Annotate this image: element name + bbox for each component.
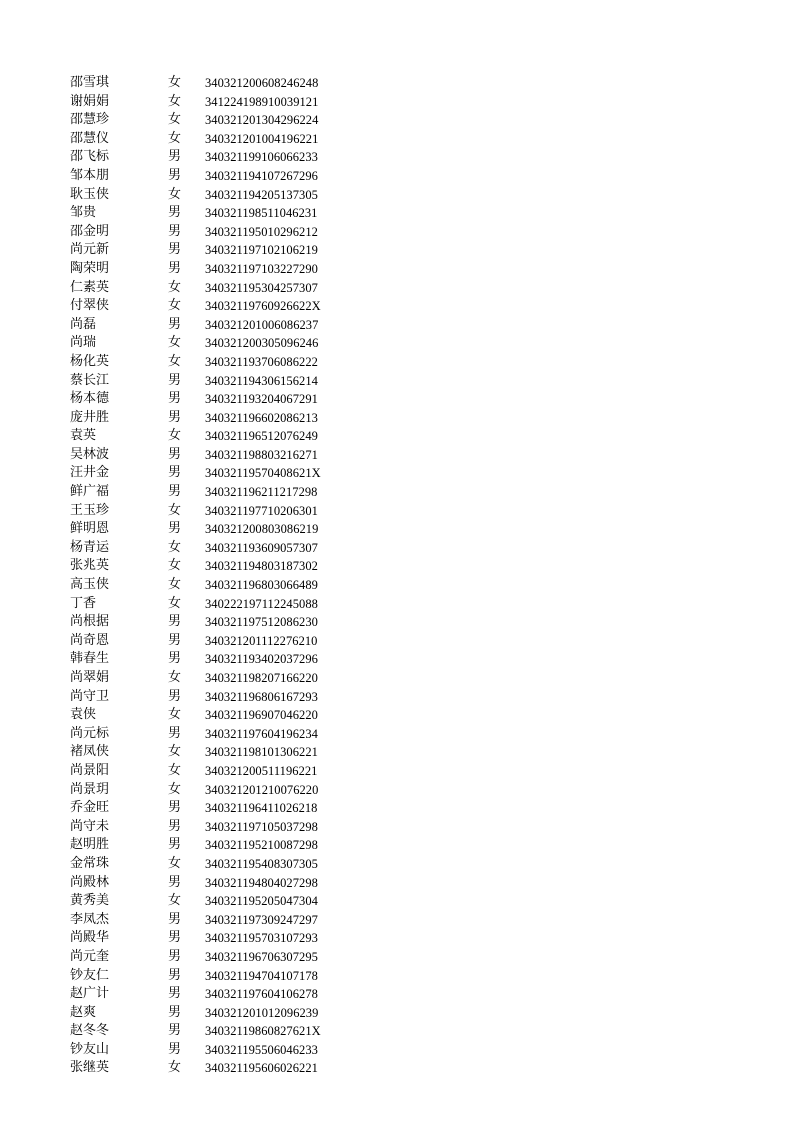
table-row <box>70 427 370 446</box>
table-row <box>70 502 370 521</box>
table-row <box>70 688 370 707</box>
name-cell: 杨化英 <box>70 353 110 369</box>
table-row <box>70 557 370 576</box>
id-number-cell: 340321195408307305 <box>205 856 318 871</box>
id-number-cell: 340321196907046220 <box>205 708 318 723</box>
id-number-cell: 341224198910039121 <box>205 94 319 109</box>
table-row <box>70 1041 370 1060</box>
name-cell: 尚景阳 <box>70 762 110 778</box>
gender-cell: 女 <box>168 335 182 351</box>
table-row <box>70 576 370 595</box>
table-row <box>70 650 370 669</box>
gender-cell: 男 <box>168 725 182 741</box>
id-number-cell: 340321193706086222 <box>205 354 318 369</box>
gender-cell: 男 <box>168 800 182 816</box>
name-cell: 李凤杰 <box>70 911 110 927</box>
name-cell: 鲜广福 <box>70 484 110 500</box>
table-row <box>70 855 370 874</box>
name-cell: 吴林波 <box>70 446 110 462</box>
gender-cell: 男 <box>168 391 182 407</box>
id-number-cell: 340321195606026221 <box>205 1061 318 1076</box>
id-number-cell: 340321199106066233 <box>205 150 318 165</box>
table-row <box>70 799 370 818</box>
gender-cell: 男 <box>168 930 182 946</box>
id-number-cell: 340321197512086230 <box>205 615 318 630</box>
name-cell: 乔金旺 <box>70 800 110 816</box>
gender-cell: 男 <box>168 688 182 704</box>
name-cell: 赵广计 <box>70 986 110 1002</box>
id-number-cell: 340321197309247297 <box>205 912 318 927</box>
name-cell: 汪井金 <box>70 465 110 481</box>
name-cell: 尚瑞 <box>70 335 97 351</box>
table-row <box>70 948 370 967</box>
table-row <box>70 539 370 558</box>
id-number-cell: 340321194803187302 <box>205 559 318 574</box>
gender-cell: 男 <box>168 911 182 927</box>
name-cell: 褚凤侠 <box>70 744 110 760</box>
name-cell: 赵爽 <box>70 1004 97 1020</box>
id-number-cell: 340321196806167293 <box>205 689 318 704</box>
id-number-cell: 34032119570408621X <box>205 466 321 481</box>
table-row <box>70 334 370 353</box>
id-number-cell: 340321197105037298 <box>205 819 318 834</box>
gender-cell: 女 <box>168 130 182 146</box>
id-number-cell: 340321201112276210 <box>205 633 318 648</box>
table-row <box>70 260 370 279</box>
roster-table <box>70 74 370 1078</box>
id-number-cell: 340321193204067291 <box>205 392 318 407</box>
id-number-cell: 340321194804027298 <box>205 875 318 890</box>
table-row <box>70 148 370 167</box>
gender-cell: 女 <box>168 577 182 593</box>
name-cell: 尚元奎 <box>70 948 110 964</box>
table-row <box>70 372 370 391</box>
gender-cell: 男 <box>168 521 182 537</box>
gender-cell: 女 <box>168 428 182 444</box>
table-row <box>70 985 370 1004</box>
name-cell: 蔡长江 <box>70 372 110 388</box>
gender-cell: 女 <box>168 893 182 909</box>
name-cell: 赵冬冬 <box>70 1023 110 1039</box>
id-number-cell: 340321196803066489 <box>205 578 318 593</box>
name-cell: 尚殿林 <box>70 874 110 890</box>
gender-cell: 男 <box>168 948 182 964</box>
table-row <box>70 1059 370 1078</box>
id-number-cell: 340321196211217298 <box>205 485 318 500</box>
table-row <box>70 111 370 130</box>
name-cell: 杨本德 <box>70 391 110 407</box>
gender-cell: 女 <box>168 298 182 314</box>
name-cell: 鲜明恩 <box>70 521 110 537</box>
table-row <box>70 892 370 911</box>
gender-cell: 男 <box>168 484 182 500</box>
gender-cell: 女 <box>168 595 182 611</box>
gender-cell: 女 <box>168 186 182 202</box>
name-cell: 尚根据 <box>70 614 110 630</box>
gender-cell: 女 <box>168 744 182 760</box>
table-row <box>70 836 370 855</box>
name-cell: 王玉珍 <box>70 502 110 518</box>
gender-cell: 男 <box>168 242 182 258</box>
gender-cell: 男 <box>168 205 182 221</box>
table-row <box>70 204 370 223</box>
id-number-cell: 340321194107267296 <box>205 168 318 183</box>
id-number-cell: 340321196706307295 <box>205 949 318 964</box>
name-cell: 张兆英 <box>70 558 110 574</box>
name-cell: 钞友仁 <box>70 967 110 983</box>
id-number-cell: 340321201210076220 <box>205 782 319 797</box>
id-number-cell: 340321200608246248 <box>205 76 319 90</box>
id-number-cell: 340222197112245088 <box>205 596 318 611</box>
gender-cell: 男 <box>168 446 182 462</box>
name-cell: 金常珠 <box>70 855 110 871</box>
table-row <box>70 241 370 260</box>
table-row <box>70 818 370 837</box>
name-cell: 谢娟娟 <box>70 93 110 109</box>
name-cell: 邵飞标 <box>70 149 110 165</box>
table-row <box>70 725 370 744</box>
gender-cell: 女 <box>168 781 182 797</box>
id-number-cell: 340321193402037296 <box>205 652 318 667</box>
id-number-cell: 340321195506046233 <box>205 1042 318 1057</box>
gender-cell: 男 <box>168 1004 182 1020</box>
gender-cell: 男 <box>168 632 182 648</box>
id-number-cell: 340321201006086237 <box>205 317 319 332</box>
name-cell: 尚守卫 <box>70 688 110 704</box>
id-number-cell: 340321196512076249 <box>205 429 318 444</box>
name-cell: 付翠侠 <box>70 298 110 314</box>
gender-cell: 女 <box>168 279 182 295</box>
gender-cell: 男 <box>168 1023 182 1039</box>
gender-cell: 女 <box>168 93 182 109</box>
name-cell: 高玉侠 <box>70 577 110 593</box>
gender-cell: 女 <box>168 112 182 128</box>
id-number-cell: 340321196411026218 <box>205 801 318 816</box>
id-number-cell: 340321194205137305 <box>205 187 318 202</box>
table-row <box>70 390 370 409</box>
gender-cell: 男 <box>168 149 182 165</box>
id-number-cell: 340321201004196221 <box>205 131 319 146</box>
gender-cell: 男 <box>168 986 182 1002</box>
table-row <box>70 167 370 186</box>
table-row <box>70 613 370 632</box>
id-number-cell: 34032119860827621X <box>205 1024 321 1039</box>
table-row <box>70 297 370 316</box>
id-number-cell: 340321197102106219 <box>205 243 318 258</box>
gender-cell: 男 <box>168 614 182 630</box>
name-cell: 韩春生 <box>70 651 110 667</box>
table-row <box>70 632 370 651</box>
id-number-cell: 340321195210087298 <box>205 838 318 853</box>
name-cell: 仁素英 <box>70 279 110 295</box>
gender-cell: 男 <box>168 1041 182 1057</box>
id-number-cell: 340321197604196234 <box>205 726 318 741</box>
name-cell: 尚奇恩 <box>70 632 110 648</box>
id-number-cell: 340321198803216271 <box>205 447 318 462</box>
gender-cell: 女 <box>168 670 182 685</box>
id-number-cell: 340321193609057307 <box>205 540 318 555</box>
id-number-cell: 340321195010296212 <box>205 224 318 239</box>
table-row <box>70 93 370 112</box>
gender-cell: 男 <box>168 316 182 332</box>
name-cell: 庞井胜 <box>70 409 110 425</box>
id-number-cell: 340321198511046231 <box>205 206 318 221</box>
name-cell: 尚磊 <box>70 316 97 332</box>
name-cell: 邵慧仪 <box>70 130 110 146</box>
name-cell: 邵慧珍 <box>70 112 110 128</box>
id-number-cell: 340321196602086213 <box>205 410 318 425</box>
table-row <box>70 409 370 428</box>
table-row <box>70 130 370 149</box>
table-row <box>70 186 370 205</box>
id-number-cell: 340321197103227290 <box>205 261 318 276</box>
name-cell: 黄秀美 <box>70 893 110 909</box>
gender-cell: 女 <box>168 707 182 723</box>
gender-cell: 女 <box>168 762 182 778</box>
id-number-cell: 340321195205047304 <box>205 894 318 909</box>
name-cell: 袁侠 <box>70 707 97 723</box>
table-row <box>70 316 370 335</box>
table-row <box>70 929 370 948</box>
gender-cell: 男 <box>168 223 182 239</box>
name-cell: 邵雪琪 <box>70 75 110 90</box>
id-number-cell: 340321197710206301 <box>205 503 318 518</box>
table-row <box>70 446 370 465</box>
name-cell: 尚元标 <box>70 725 110 741</box>
name-cell: 耿玉侠 <box>70 186 110 202</box>
gender-cell: 男 <box>168 874 182 890</box>
table-row <box>70 967 370 986</box>
id-number-cell: 340321201304296224 <box>205 113 319 128</box>
name-cell: 赵明胜 <box>70 837 110 853</box>
gender-cell: 女 <box>168 75 182 90</box>
id-number-cell: 340321200305096246 <box>205 336 319 351</box>
gender-cell: 男 <box>168 260 182 276</box>
name-cell: 尚守未 <box>70 818 110 834</box>
table-row <box>70 595 370 614</box>
table-row <box>70 911 370 930</box>
id-number-cell: 340321194306156214 <box>205 373 318 388</box>
table-row <box>70 279 370 298</box>
name-cell: 杨青运 <box>70 539 110 555</box>
name-cell: 尚殿华 <box>70 930 110 946</box>
gender-cell: 女 <box>168 855 182 871</box>
gender-cell: 女 <box>168 1060 182 1076</box>
table-row <box>70 706 370 725</box>
id-number-cell: 340321197604106278 <box>205 987 318 1002</box>
gender-cell: 男 <box>168 409 182 425</box>
table-row <box>70 74 370 93</box>
table-row <box>70 669 370 688</box>
name-cell: 尚景玥 <box>70 781 110 797</box>
table-row <box>70 223 370 242</box>
table-row <box>70 464 370 483</box>
gender-cell: 女 <box>168 353 182 369</box>
id-number-cell: 340321198101306221 <box>205 745 318 760</box>
id-number-cell: 340321198207166220 <box>205 671 318 685</box>
id-number-cell: 340321201012096239 <box>205 1005 319 1020</box>
gender-cell: 女 <box>168 558 182 574</box>
id-number-cell: 340321194704107178 <box>205 968 318 983</box>
name-cell: 丁香 <box>70 595 97 611</box>
gender-cell: 男 <box>168 818 182 834</box>
name-cell: 尚翠娟 <box>70 670 110 685</box>
id-number-cell: 34032119760926622X <box>205 299 321 314</box>
id-number-cell: 340321195304257307 <box>205 280 318 295</box>
table-row <box>70 353 370 372</box>
id-number-cell: 340321200803086219 <box>205 522 319 537</box>
gender-cell: 男 <box>168 465 182 481</box>
table-row <box>70 743 370 762</box>
table-row <box>70 1022 370 1041</box>
gender-cell: 男 <box>168 372 182 388</box>
name-cell: 袁英 <box>70 428 97 444</box>
id-number-cell: 340321200511196221 <box>205 763 318 778</box>
name-cell: 邹贵 <box>70 205 97 221</box>
gender-cell: 男 <box>168 651 182 667</box>
gender-cell: 男 <box>168 967 182 983</box>
gender-cell: 女 <box>168 539 182 555</box>
gender-cell: 女 <box>168 502 182 518</box>
gender-cell: 男 <box>168 837 182 853</box>
table-row <box>70 781 370 800</box>
name-cell: 尚元新 <box>70 242 110 258</box>
table-row <box>70 874 370 893</box>
name-cell: 邹本朋 <box>70 167 110 183</box>
name-cell: 邵金明 <box>70 223 110 239</box>
name-cell: 钞友山 <box>70 1041 110 1057</box>
table-row <box>70 1004 370 1023</box>
id-number-cell: 340321195703107293 <box>205 931 318 946</box>
name-cell: 陶荣明 <box>70 260 110 276</box>
table-row <box>70 762 370 781</box>
table-row <box>70 483 370 502</box>
gender-cell: 男 <box>168 167 182 183</box>
name-cell: 张继英 <box>70 1060 110 1076</box>
table-row <box>70 520 370 539</box>
